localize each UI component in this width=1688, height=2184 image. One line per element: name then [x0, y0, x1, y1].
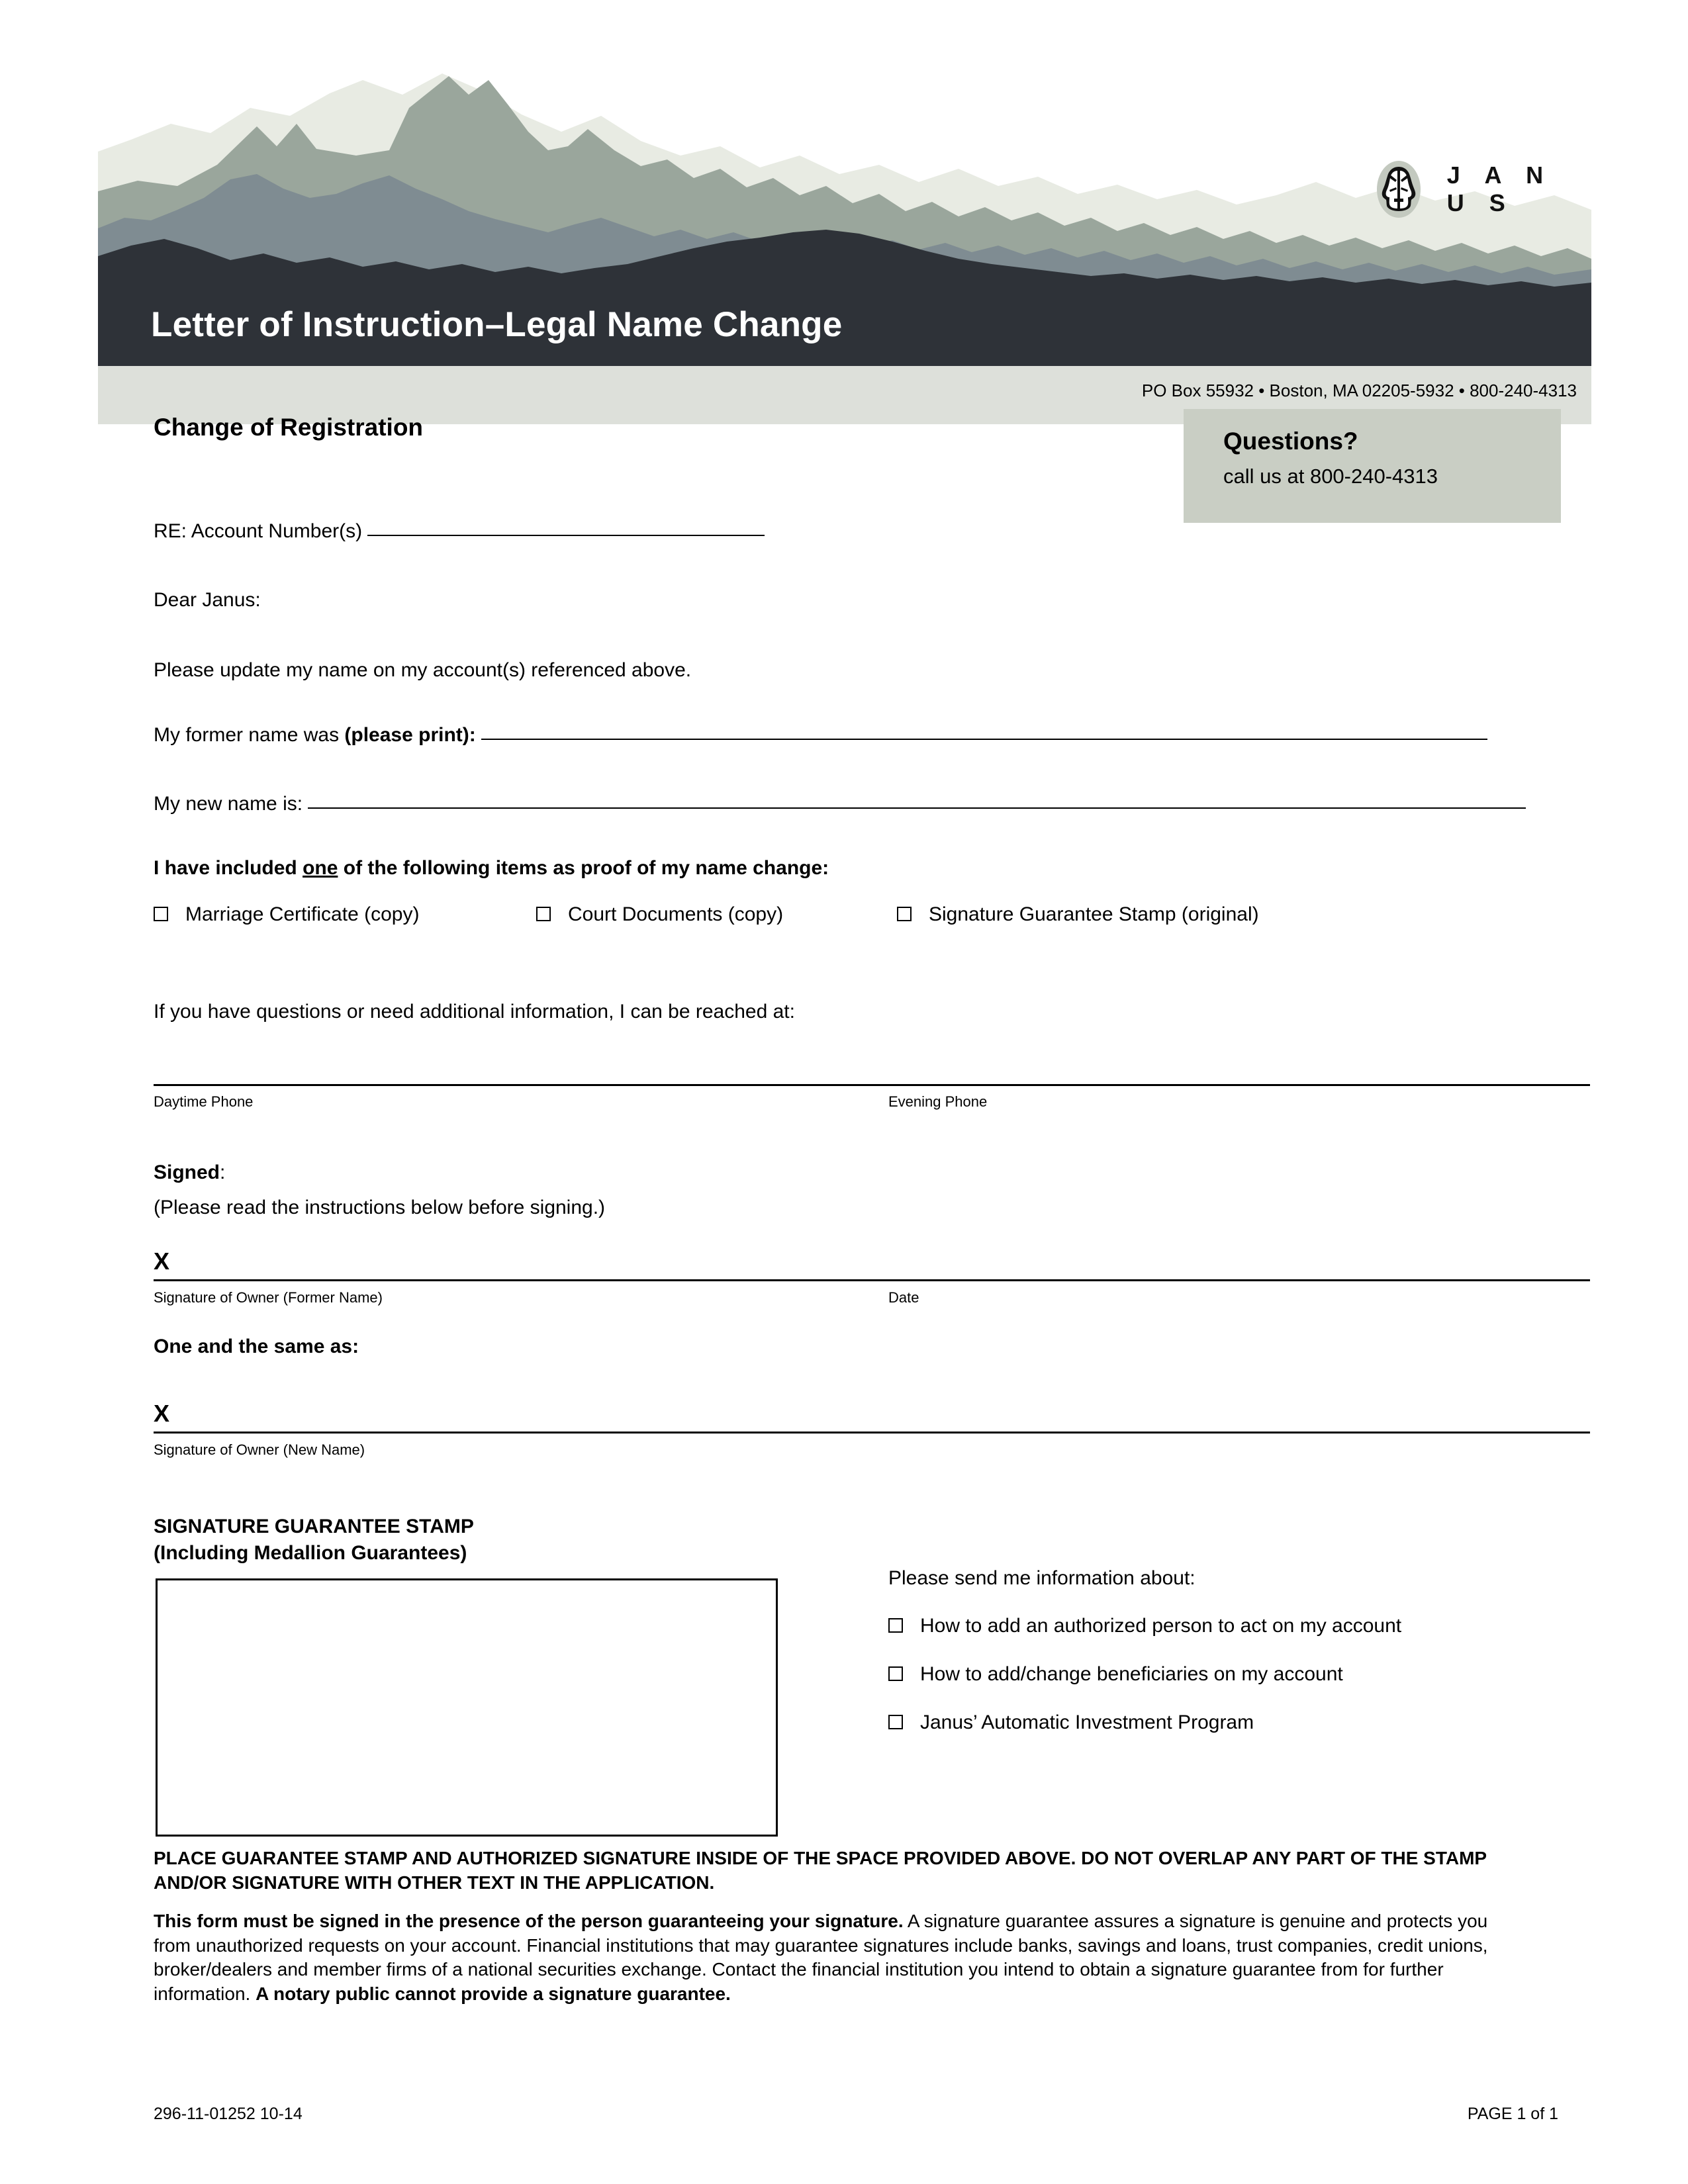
signature-former-caption: Signature of Owner (Former Name) — [154, 1289, 383, 1306]
signature-new-caption: Signature of Owner (New Name) — [154, 1441, 365, 1458]
questions-heading: Questions? — [1223, 428, 1358, 455]
account-number-label: RE: Account Number(s) — [154, 520, 363, 542]
former-name-input[interactable] — [481, 739, 1487, 740]
questions-box — [1184, 409, 1561, 523]
signature-x-new: X — [154, 1400, 170, 1427]
section-title: Change of Registration — [154, 414, 424, 441]
salutation: Dear Janus: — [154, 589, 261, 611]
former-name-label: My former name was — [154, 724, 345, 746]
request-line: Please update my name on my account(s) referenced above. — [154, 659, 692, 681]
former-name-colon: : — [469, 724, 476, 746]
phone-input-rule[interactable] — [154, 1084, 1590, 1086]
former-name-row — [154, 724, 1487, 747]
signed-label: Signed — [154, 1161, 220, 1183]
proof-option-marriage[interactable] — [154, 903, 419, 926]
page-number: PAGE 1 of 1 — [1467, 2105, 1558, 2123]
signed-heading — [154, 1161, 225, 1184]
proof-option-label: Signature Guarantee Stamp (original) — [929, 903, 1259, 925]
address-text: PO Box 55932 • Boston, MA 02205-5932 • 800-240-4313 — [1141, 381, 1577, 400]
legal-paragraph — [154, 1909, 1504, 2007]
checkbox-automatic-investment-program[interactable] — [888, 1715, 903, 1729]
proof-intro-a: I have included — [154, 857, 303, 879]
proof-intro-one: one — [303, 857, 338, 879]
account-number-row — [154, 520, 765, 543]
questions-phone: call us at 800-240-4313 — [1223, 465, 1438, 488]
evening-phone-caption: Evening Phone — [888, 1093, 988, 1110]
proof-intro — [154, 857, 829, 880]
janus-two-faced-head-icon — [1377, 161, 1421, 218]
info-option-investment-program[interactable] — [888, 1711, 1254, 1734]
former-name-please-print: (please print) — [344, 724, 469, 746]
signature-former-rule[interactable] — [154, 1279, 1590, 1281]
account-number-input[interactable] — [367, 535, 765, 536]
stamp-heading-line2: (Including Medallion Guarantees) — [154, 1542, 467, 1564]
info-request-intro: Please send me information about: — [888, 1567, 1196, 1589]
info-option-label: Janus’ Automatic Investment Program — [920, 1711, 1254, 1733]
legal-caps-notice — [154, 1846, 1511, 1895]
one-and-same-label: One and the same as: — [154, 1336, 359, 1357]
legal-bold-lead: This form must be signed in the presence of the person guaranteeing your signature. — [154, 1911, 904, 1931]
signature-guarantee-stamp-box[interactable] — [156, 1578, 778, 1837]
proof-option-label: Court Documents (copy) — [568, 903, 784, 925]
checkbox-signature-guarantee-stamp[interactable] — [897, 907, 912, 921]
legal-bold-tail: A notary public cannot provide a signature guarantee. — [256, 1983, 731, 2005]
new-name-label: My new name is: — [154, 793, 303, 815]
janus-logo — [1377, 161, 1591, 218]
info-option-label: How to add/change beneficiaries on my account — [920, 1663, 1343, 1685]
date-caption: Date — [888, 1289, 919, 1306]
checkbox-court-documents[interactable] — [536, 907, 551, 921]
page-title: Letter of Instruction–Legal Name Change — [151, 305, 843, 344]
proof-option-stamp[interactable] — [897, 903, 1259, 926]
new-name-input[interactable] — [308, 807, 1526, 809]
reach-line: If you have questions or need additional information, I can be reached at: — [154, 1001, 795, 1023]
daytime-phone-caption: Daytime Phone — [154, 1093, 254, 1110]
proof-option-label: Marriage Certificate (copy) — [185, 903, 420, 925]
info-option-authorized-person[interactable] — [888, 1615, 1401, 1637]
info-option-label: How to add an authorized person to act on my account — [920, 1615, 1402, 1637]
document-header — [98, 68, 1591, 400]
brand-wordmark: J A N U S — [1446, 161, 1553, 216]
new-name-row — [154, 793, 1526, 815]
info-option-beneficiaries[interactable] — [888, 1663, 1343, 1686]
signed-colon: : — [220, 1161, 226, 1183]
form-number: 296-11-01252 10-14 — [154, 2105, 303, 2123]
legal-caps-line2: OVERLAP ANY PART OF THE STAMP AND/OR SIGNATURE WITH OTHER TEXT IN THE APPLICATION. — [154, 1848, 1487, 1893]
stamp-heading-line1: SIGNATURE GUARANTEE STAMP — [154, 1516, 474, 1537]
checkbox-marriage-certificate[interactable] — [154, 907, 168, 921]
checkbox-beneficiaries[interactable] — [888, 1666, 903, 1681]
mountain-graphic — [98, 68, 1591, 293]
proof-intro-b: of the following items as proof of my name change: — [338, 857, 829, 879]
signature-x-former: X — [154, 1248, 170, 1275]
signature-new-rule[interactable] — [154, 1432, 1590, 1433]
signed-note: (Please read the instructions below before signing.) — [154, 1197, 606, 1218]
legal-caps-line1: PLACE GUARANTEE STAMP AND AUTHORIZED SIGNATURE INSIDE OF THE SPACE PROVIDED ABOVE. DO NOT — [154, 1848, 1154, 1868]
proof-option-court[interactable] — [536, 903, 783, 926]
legal-body-text: A signature guarantee assures a signature is genuine and protects you from unauthorized requests on your account. Financial institutions that may guarantee signatures include banks, savings and loans, trust companies, credit unions, broker/dealers and member firms of a national securities exchange. Contact the financial institution you intend to obtain a signature guarantee from for further information. — [154, 1911, 1488, 2005]
checkbox-authorized-person[interactable] — [888, 1618, 903, 1633]
